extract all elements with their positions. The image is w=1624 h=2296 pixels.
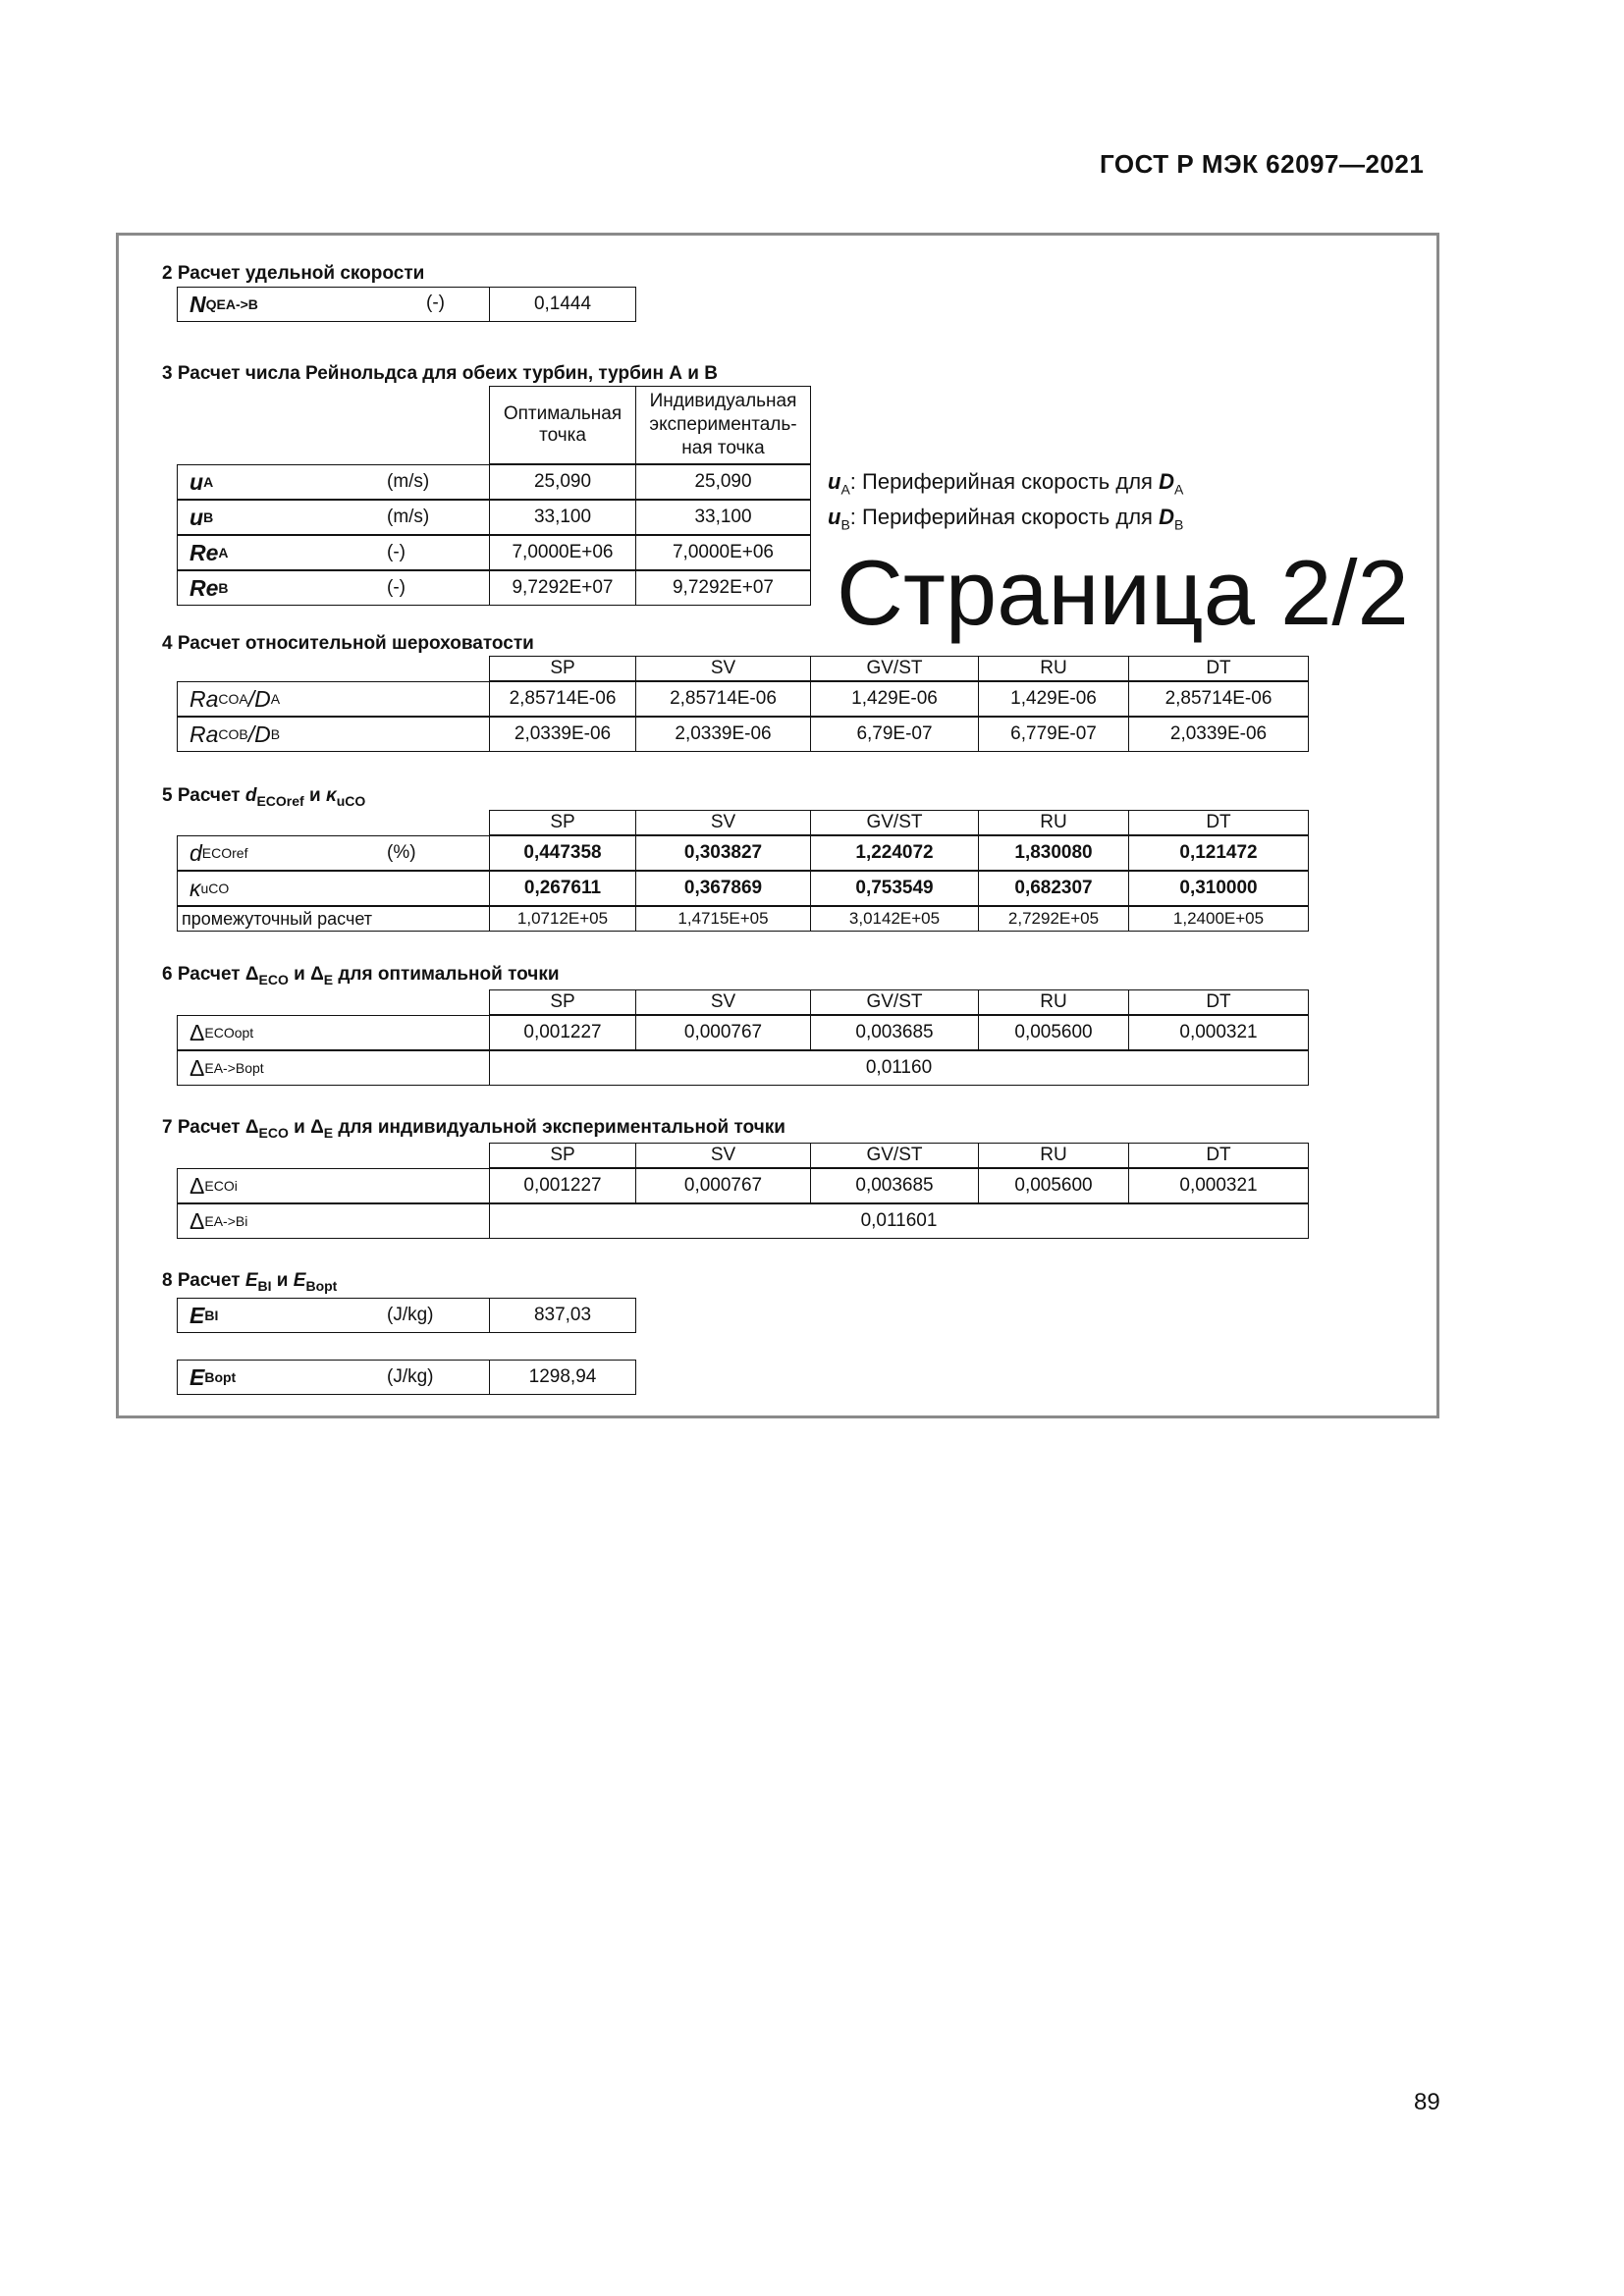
s6-col-ru: RU bbox=[978, 989, 1129, 1015]
s5-label-kuco bbox=[177, 871, 490, 906]
s5-label-decoref bbox=[177, 835, 490, 871]
s8-unit: (J/kg) bbox=[387, 1305, 434, 1325]
s8-r1-value: 837,03 bbox=[489, 1298, 636, 1333]
section-5-title bbox=[162, 785, 365, 809]
s7-col-gvst: GV/ST bbox=[810, 1143, 979, 1168]
note-sym: u bbox=[828, 505, 841, 529]
s6-col-sp: SP bbox=[489, 989, 636, 1015]
s3-unit: (m/s) bbox=[387, 471, 430, 492]
sym: Δ bbox=[189, 1207, 205, 1234]
sym: Δ bbox=[189, 1172, 205, 1199]
s5-r1-gvst: 1,224072 bbox=[810, 835, 979, 871]
s5-r2-dt: 0,310000 bbox=[1128, 871, 1309, 906]
s3-value-optimal: 7,0000E+06 bbox=[489, 535, 636, 570]
title-sub: E bbox=[323, 1124, 334, 1141]
s4-r2-dt: 2,0339E-06 bbox=[1128, 717, 1309, 752]
s3-label-reb bbox=[177, 570, 490, 606]
s8-label-ebi bbox=[177, 1298, 490, 1333]
s5-r3-sv: 1,4715E+05 bbox=[635, 906, 811, 932]
s7-r1-dt: 0,000321 bbox=[1128, 1168, 1309, 1203]
s4-col-ru: RU bbox=[978, 656, 1129, 681]
s3-note-a bbox=[828, 469, 1183, 497]
s8-r2-value: 1298,94 bbox=[489, 1360, 636, 1395]
s3-label-ub bbox=[177, 500, 490, 535]
s3-sub: B bbox=[203, 509, 214, 525]
s3-value-individual: 25,090 bbox=[635, 464, 811, 500]
note-sub: B bbox=[840, 516, 850, 533]
s7-r1-gvst: 0,003685 bbox=[810, 1168, 979, 1203]
sym-d: /D bbox=[247, 685, 271, 712]
s6-col-sv: SV bbox=[635, 989, 811, 1015]
title-text: для индивидуальной экспериментальной точки bbox=[333, 1117, 785, 1138]
s6-r2-value: 0,01160 bbox=[489, 1050, 1309, 1086]
s4-label-coa bbox=[177, 681, 490, 717]
note-text: : Периферийная скорость для bbox=[849, 505, 1160, 529]
s3-value-individual: 7,0000E+06 bbox=[635, 535, 811, 570]
s3-label-rea bbox=[177, 535, 490, 570]
sym: E bbox=[189, 1363, 205, 1390]
s2-subscript: QEA->B bbox=[205, 296, 258, 312]
s3-sub: A bbox=[218, 545, 229, 561]
s5-r3-dt: 1,2400E+05 bbox=[1128, 906, 1309, 932]
s5-r2-gvst: 0,753549 bbox=[810, 871, 979, 906]
s6-col-gvst: GV/ST bbox=[810, 989, 979, 1015]
sym: Ra bbox=[189, 721, 219, 747]
s7-col-dt: DT bbox=[1128, 1143, 1309, 1168]
s7-col-sp: SP bbox=[489, 1143, 636, 1168]
s5-col-sv: SV bbox=[635, 810, 811, 835]
title-text: 6 Расчет bbox=[162, 964, 245, 985]
s3-unit: (-) bbox=[387, 577, 406, 598]
sym: Δ bbox=[189, 1019, 205, 1045]
s3-sym: Re bbox=[189, 539, 219, 565]
title-sym: Δ bbox=[310, 964, 324, 985]
s5-r1-sp: 0,447358 bbox=[489, 835, 636, 871]
s6-col-dt: DT bbox=[1128, 989, 1309, 1015]
note-dsub: A bbox=[1173, 481, 1184, 498]
s6-r1-dt: 0,000321 bbox=[1128, 1015, 1309, 1050]
note-d: D bbox=[1159, 505, 1174, 529]
s8-label-ebopt bbox=[177, 1360, 490, 1395]
s4-r1-dt: 2,85714E-06 bbox=[1128, 681, 1309, 717]
s4-label-cob bbox=[177, 717, 490, 752]
s7-r1-sp: 0,001227 bbox=[489, 1168, 636, 1203]
s5-col-gvst: GV/ST bbox=[810, 810, 979, 835]
sub: BI bbox=[204, 1308, 219, 1323]
s5-r1-sv: 0,303827 bbox=[635, 835, 811, 871]
s3-col-individual: Индивидуальная эксперименталь-ная точка bbox=[635, 386, 811, 464]
s4-col-sv: SV bbox=[635, 656, 811, 681]
s3-value-optimal: 33,100 bbox=[489, 500, 636, 535]
sub: Bopt bbox=[204, 1369, 237, 1385]
title-sub: BI bbox=[257, 1277, 272, 1294]
section-2-title: 2 Расчет удельной скорости bbox=[162, 263, 425, 284]
title-sym: Δ bbox=[244, 964, 259, 985]
sub: ECOref bbox=[201, 845, 248, 861]
s3-value-optimal: 25,090 bbox=[489, 464, 636, 500]
s5-col-dt: DT bbox=[1128, 810, 1309, 835]
s5-r3-ru: 2,7292E+05 bbox=[978, 906, 1129, 932]
s3-col-optimal: Оптимальная точка bbox=[489, 386, 636, 464]
sym: E bbox=[189, 1302, 205, 1328]
s4-col-sp: SP bbox=[489, 656, 636, 681]
s5-label-intermediate: промежуточный расчет bbox=[177, 906, 490, 932]
s6-r1-gvst: 0,003685 bbox=[810, 1015, 979, 1050]
section-3-title: 3 Расчет числа Рейнольдса для обеих турбин, турбин А и В bbox=[162, 363, 718, 384]
s5-r1-ru: 1,830080 bbox=[978, 835, 1129, 871]
s5-r2-ru: 0,682307 bbox=[978, 871, 1129, 906]
note-sym: u bbox=[828, 469, 841, 494]
s4-r1-sv: 2,85714E-06 bbox=[635, 681, 811, 717]
title-sym: κ bbox=[325, 785, 337, 806]
s6-r1-ru: 0,005600 bbox=[978, 1015, 1129, 1050]
s7-r2-value: 0,011601 bbox=[489, 1203, 1309, 1239]
s3-label-ua bbox=[177, 464, 490, 500]
note-sub: A bbox=[840, 481, 850, 498]
sym: Ra bbox=[189, 685, 219, 712]
s5-r3-sp: 1,0712E+05 bbox=[489, 906, 636, 932]
sub: EA->Bi bbox=[204, 1213, 248, 1229]
page-number: 89 bbox=[1414, 2089, 1440, 2115]
title-text: 5 Расчет bbox=[162, 785, 245, 806]
s5-r3-gvst: 3,0142E+05 bbox=[810, 906, 979, 932]
s4-r2-ru: 6,779E-07 bbox=[978, 717, 1129, 752]
s7-col-sv: SV bbox=[635, 1143, 811, 1168]
title-text: 7 Расчет bbox=[162, 1117, 245, 1138]
s3-unit: (m/s) bbox=[387, 507, 430, 527]
sub-d: A bbox=[270, 691, 281, 707]
s6-r1-sp: 0,001227 bbox=[489, 1015, 636, 1050]
s4-r2-sv: 2,0339E-06 bbox=[635, 717, 811, 752]
s3-note-b bbox=[828, 505, 1183, 532]
section-7-title bbox=[162, 1117, 785, 1141]
title-sub: uCO bbox=[336, 792, 366, 809]
s8-unit: (J/kg) bbox=[387, 1366, 434, 1387]
title-sub: ECO bbox=[258, 1124, 289, 1141]
section-4-title: 4 Расчет относительной шероховатости bbox=[162, 633, 534, 654]
title-and: и bbox=[288, 1117, 311, 1138]
s6-label-eabopt bbox=[177, 1050, 490, 1086]
s3-sub: B bbox=[218, 580, 229, 596]
title-sub: Bopt bbox=[305, 1277, 338, 1294]
s7-label-eabi bbox=[177, 1203, 490, 1239]
standard-designation: ГОСТ Р МЭК 62097—2021 bbox=[1100, 149, 1425, 179]
s3-sym: Re bbox=[189, 574, 219, 601]
sym: d bbox=[189, 839, 202, 866]
sub: ECOopt bbox=[204, 1025, 254, 1041]
s4-r1-gvst: 1,429E-06 bbox=[810, 681, 979, 717]
title-sub: ECO bbox=[258, 971, 289, 988]
s6-label-ecoopt bbox=[177, 1015, 490, 1050]
title-text: для оптимальной точки bbox=[333, 964, 560, 985]
s3-value-individual: 9,7292E+07 bbox=[635, 570, 811, 606]
page-watermark: Страница 2/2 bbox=[837, 541, 1409, 644]
sub: ECOi bbox=[204, 1178, 238, 1194]
s5-unit: (%) bbox=[387, 842, 416, 863]
sym: Δ bbox=[189, 1054, 205, 1081]
s5-col-ru: RU bbox=[978, 810, 1129, 835]
s2-value: 0,1444 bbox=[489, 287, 636, 322]
title-and: и bbox=[288, 964, 311, 985]
sub: uCO bbox=[200, 881, 230, 896]
title-and: и bbox=[271, 1270, 294, 1291]
sym: κ bbox=[189, 875, 201, 901]
title-sym: Δ bbox=[310, 1117, 324, 1138]
s4-col-gvst: GV/ST bbox=[810, 656, 979, 681]
title-text: 8 Расчет bbox=[162, 1270, 245, 1291]
s4-r2-sp: 2,0339E-06 bbox=[489, 717, 636, 752]
s5-r2-sv: 0,367869 bbox=[635, 871, 811, 906]
s5-col-sp: SP bbox=[489, 810, 636, 835]
s4-r1-sp: 2,85714E-06 bbox=[489, 681, 636, 717]
title-and: и bbox=[303, 785, 326, 806]
note-dsub: B bbox=[1173, 516, 1184, 533]
title-sym: Δ bbox=[244, 1117, 259, 1138]
note-text: : Периферийная скорость для bbox=[849, 469, 1160, 494]
title-sym: E bbox=[293, 1270, 306, 1291]
s5-r2-sp: 0,267611 bbox=[489, 871, 636, 906]
s3-sub: A bbox=[203, 474, 214, 490]
s5-r1-dt: 0,121472 bbox=[1128, 835, 1309, 871]
s7-label-ecoi bbox=[177, 1168, 490, 1203]
s2-symbol: N bbox=[189, 291, 206, 317]
title-sub: ECOref bbox=[256, 792, 304, 809]
title-sym: E bbox=[244, 1270, 258, 1291]
sub: COA bbox=[218, 691, 248, 707]
s7-col-ru: RU bbox=[978, 1143, 1129, 1168]
s3-sym: u bbox=[189, 504, 204, 530]
title-sub: E bbox=[323, 971, 334, 988]
s3-value-individual: 33,100 bbox=[635, 500, 811, 535]
section-8-title bbox=[162, 1270, 337, 1294]
s4-col-dt: DT bbox=[1128, 656, 1309, 681]
s6-r1-sv: 0,000767 bbox=[635, 1015, 811, 1050]
title-sym: d bbox=[244, 785, 257, 806]
s7-r1-ru: 0,005600 bbox=[978, 1168, 1129, 1203]
sub-d: B bbox=[270, 726, 281, 742]
sub: EA->Bopt bbox=[204, 1060, 264, 1076]
s7-r1-sv: 0,000767 bbox=[635, 1168, 811, 1203]
section-6-title bbox=[162, 964, 560, 988]
s2-unit: (-) bbox=[426, 293, 445, 313]
sym-d: /D bbox=[247, 721, 271, 747]
note-d: D bbox=[1159, 469, 1174, 494]
s4-r2-gvst: 6,79E-07 bbox=[810, 717, 979, 752]
s3-unit: (-) bbox=[387, 542, 406, 562]
s4-r1-ru: 1,429E-06 bbox=[978, 681, 1129, 717]
s3-sym: u bbox=[189, 468, 204, 495]
s3-value-optimal: 9,7292E+07 bbox=[489, 570, 636, 606]
sub: COB bbox=[218, 726, 248, 742]
